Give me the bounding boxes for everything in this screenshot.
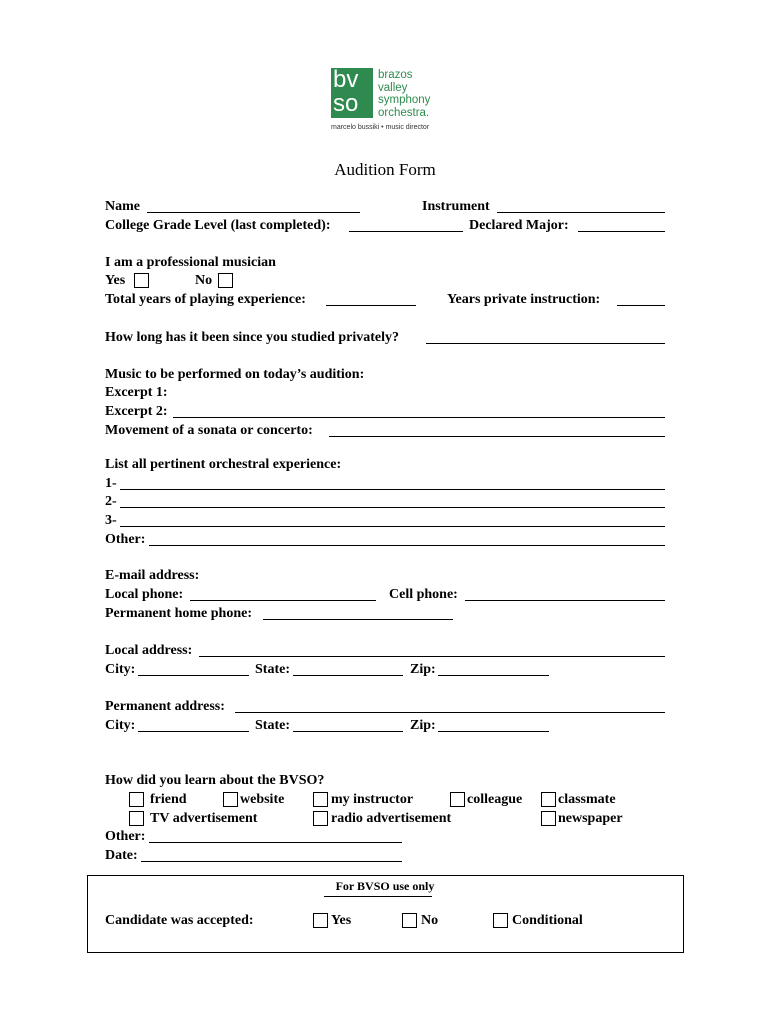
accepted-conditional-checkbox[interactable]	[493, 913, 508, 928]
logo-word: symphony	[378, 94, 431, 106]
logo-word: valley	[378, 81, 408, 94]
instrument-field[interactable]	[497, 212, 665, 213]
date-field[interactable]	[141, 861, 402, 862]
logo-words	[378, 69, 430, 119]
excerpt2-label: Excerpt 2:	[105, 404, 168, 419]
classmate-label: classmate	[558, 792, 616, 807]
learn-question: How did you learn about the BVSO?	[105, 773, 325, 788]
perm-zip-label: Zip:	[410, 718, 436, 733]
local-zip-field[interactable]	[438, 675, 549, 676]
private-years-label: Years private instruction:	[447, 292, 601, 307]
classmate-checkbox[interactable]	[541, 792, 556, 807]
accepted-no-label: No	[421, 913, 439, 928]
how-long-field[interactable]	[426, 343, 665, 344]
accepted-yes-label: Yes	[331, 913, 352, 928]
excerpt2-field[interactable]	[173, 417, 665, 418]
local-phone-label: Local phone:	[105, 587, 184, 602]
form-title: Audition Form	[334, 160, 436, 179]
logo-word: brazos	[378, 69, 413, 81]
orch3-label: 3-	[105, 513, 117, 528]
perm-city-label: City:	[105, 718, 136, 733]
office-use-title-underline	[324, 896, 432, 897]
logo-subtitle: marcelo bussiki • music director	[331, 124, 430, 131]
perm-city-field[interactable]	[138, 731, 249, 732]
perm-phone-label: Permanent home phone:	[105, 606, 252, 621]
yes-label: Yes	[105, 273, 126, 288]
name-label: Name	[105, 199, 140, 214]
accepted-no-checkbox[interactable]	[402, 913, 417, 928]
perm-state-label: State:	[255, 718, 290, 733]
perm-zip-field[interactable]	[438, 731, 549, 732]
major-label: Declared Major:	[469, 218, 569, 233]
local-zip-label: Zip:	[410, 662, 436, 677]
website-label: website	[240, 792, 285, 807]
local-phone-field[interactable]	[190, 600, 376, 601]
major-field[interactable]	[578, 231, 665, 232]
professional-label: I am a professional musician	[105, 255, 276, 270]
grade-field[interactable]	[349, 231, 463, 232]
friend-label: friend	[150, 792, 187, 807]
instructor-checkbox[interactable]	[313, 792, 328, 807]
perm-state-field[interactable]	[293, 731, 403, 732]
tv-label: TV advertisement	[150, 811, 258, 826]
office-use-title: For BVSO use only	[335, 879, 435, 893]
perm-address-field[interactable]	[235, 712, 665, 713]
local-city-label: City:	[105, 662, 136, 677]
local-address-field[interactable]	[199, 656, 665, 657]
orch1-label: 1-	[105, 476, 117, 491]
orch1-field[interactable]	[120, 489, 665, 490]
logo-letters-bottom: so	[333, 90, 359, 117]
orch2-label: 2-	[105, 494, 117, 509]
total-years-field[interactable]	[326, 305, 416, 306]
newspaper-checkbox[interactable]	[541, 811, 556, 826]
accepted-yes-checkbox[interactable]	[313, 913, 328, 928]
friend-checkbox[interactable]	[129, 792, 144, 807]
accepted-conditional-label: Conditional	[512, 913, 583, 928]
total-years-label: Total years of playing experience:	[105, 292, 306, 307]
learn-other-field[interactable]	[149, 842, 402, 843]
email-label: E-mail address:	[105, 568, 200, 583]
logo-letters-top: bv	[333, 66, 359, 93]
newspaper-label: newspaper	[558, 811, 623, 826]
grade-label: College Grade Level (last completed):	[105, 218, 331, 233]
orch-other-label: Other:	[105, 532, 146, 547]
movement-label: Movement of a sonata or concerto:	[105, 423, 313, 438]
orch2-field[interactable]	[120, 507, 665, 508]
accepted-label: Candidate was accepted:	[105, 913, 254, 928]
instructor-label: my instructor	[331, 792, 414, 807]
colleague-checkbox[interactable]	[450, 792, 465, 807]
local-state-field[interactable]	[293, 675, 403, 676]
instrument-label: Instrument	[422, 199, 490, 214]
professional-yes-checkbox[interactable]	[134, 273, 149, 288]
learn-other-label: Other:	[105, 829, 146, 844]
tv-checkbox[interactable]	[129, 811, 144, 826]
radio-label: radio advertisement	[331, 811, 452, 826]
colleague-label: colleague	[467, 792, 523, 807]
professional-no-checkbox[interactable]	[218, 273, 233, 288]
cell-phone-field[interactable]	[465, 600, 665, 601]
excerpt1-label: Excerpt 1:	[105, 385, 168, 400]
name-field[interactable]	[147, 212, 360, 213]
bvso-logo	[331, 68, 373, 118]
website-checkbox[interactable]	[223, 792, 238, 807]
no-label: No	[195, 273, 213, 288]
radio-checkbox[interactable]	[313, 811, 328, 826]
orch3-field[interactable]	[120, 526, 665, 527]
music-heading: Music to be performed on today’s audition:	[105, 367, 365, 382]
local-address-label: Local address:	[105, 643, 193, 658]
perm-phone-field[interactable]	[263, 619, 453, 620]
orch-heading: List all pertinent orchestral experience:	[105, 457, 342, 472]
movement-field[interactable]	[329, 436, 665, 437]
logo-word: orchestra.	[378, 106, 430, 119]
local-city-field[interactable]	[138, 675, 249, 676]
cell-phone-label: Cell phone:	[389, 587, 458, 602]
local-state-label: State:	[255, 662, 290, 677]
how-long-label: How long has it been since you studied privately?	[105, 330, 400, 345]
perm-address-label: Permanent address:	[105, 699, 225, 714]
date-label: Date:	[105, 848, 138, 863]
private-years-field[interactable]	[617, 305, 665, 306]
orch-other-field[interactable]	[149, 545, 665, 546]
